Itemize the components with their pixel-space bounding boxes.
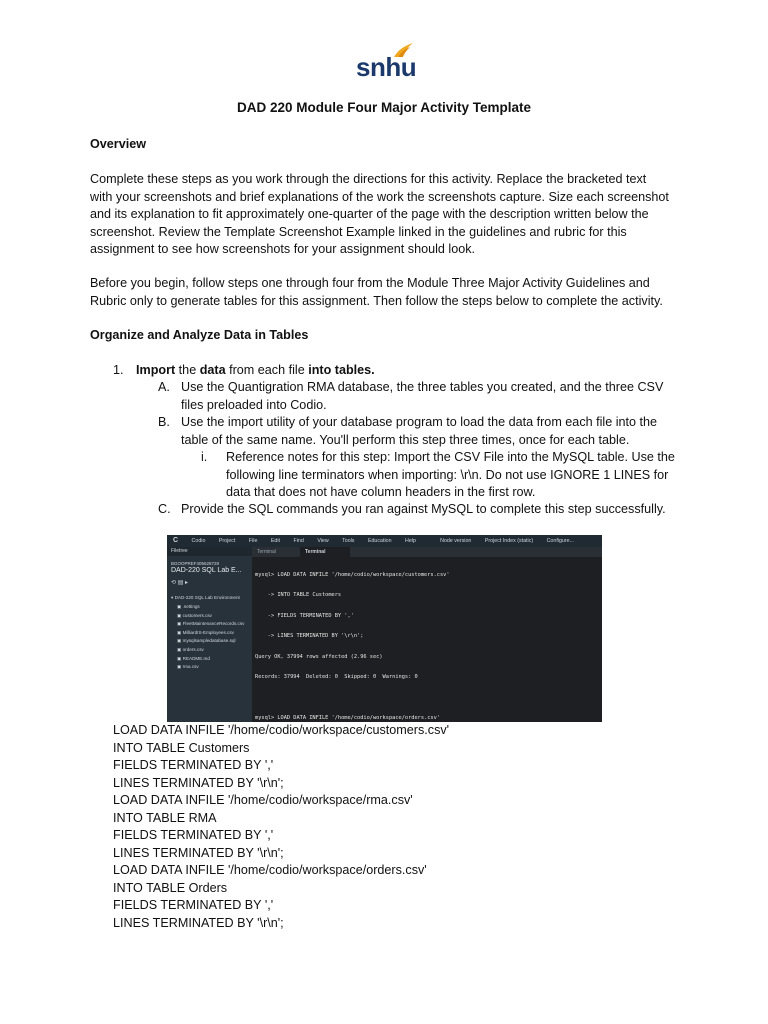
sql-line: LINES TERMINATED BY '\r\n';: [113, 845, 284, 860]
file-item: ▣ customers.csv: [177, 612, 212, 618]
file-item: ▣ .settings: [177, 604, 200, 609]
overview-heading: Overview: [90, 137, 147, 151]
project-name: DAD-220 SQL Lab E...: [171, 567, 242, 574]
menu-right-item: Configure...: [546, 538, 574, 544]
step-a-line: Use the Quantigration RMA database, the three tables you created, and the three CSV: [181, 380, 664, 394]
overview-paragraph: [90, 171, 690, 259]
menu-item: View: [317, 538, 329, 544]
sql-commands: [113, 722, 449, 932]
menu-item: Project: [218, 538, 236, 544]
step-a-text: [181, 379, 701, 414]
sql-line: LOAD DATA INFILE '/home/codio/workspace/customers.csv': [113, 723, 450, 737]
menu-item: File: [248, 538, 258, 544]
sql-line: FIELDS TERMINATED BY ',': [113, 898, 274, 912]
file-name: MilliardIS-Employees.csv: [182, 629, 234, 635]
terminal-tab-active: Terminal: [300, 547, 350, 557]
tree-toolbar: ⟲ ▤ ▸: [171, 580, 189, 586]
tree-root: ▾ DAD-220 SQL Lab Environment: [171, 595, 240, 600]
codio-logo-icon: C: [173, 537, 179, 544]
filetree-tab: Filetree: [167, 547, 252, 556]
menu-right-item: Project Index (static): [484, 538, 534, 544]
file-item: ▣ FleetMaintenanceRecords.csv: [177, 621, 245, 627]
step-b-line: Use the import utility of your database program to load the data from each file into the: [181, 415, 658, 429]
step-b-line: table of the same name. You'll perform this step three times, once for each table.: [181, 432, 630, 447]
file-name: FleetMaintenanceRecords.csv: [182, 621, 245, 627]
overview-line: Complete these steps as you work through the directions for this activity. Replace the bracketed text: [90, 172, 647, 186]
sql-line: LOAD DATA INFILE '/home/codio/workspace/orders.csv': [113, 863, 427, 877]
terminal-tabs: [252, 547, 602, 557]
terminal-screenshot: [167, 535, 602, 722]
file-item: ▣ MilliardIS-Employees.csv: [177, 629, 234, 635]
sql-line: INTO TABLE Customers: [113, 740, 250, 755]
sql-line: LOAD DATA INFILE '/home/codio/workspace/rma.csv': [113, 793, 413, 807]
file-name: .settings: [182, 604, 200, 609]
step-1-number: 1.: [113, 363, 124, 377]
terminal-output: [255, 558, 600, 722]
file-item: ▣ mysqlsampledatabase.sql: [177, 638, 236, 644]
sql-line: INTO TABLE Orders: [113, 880, 228, 895]
step-a-line: files preloaded into Codio.: [181, 397, 327, 412]
step-b-i-line: data that does not have column headers in the first row.: [226, 485, 536, 499]
file-item: ▣ orders.csv: [177, 646, 204, 652]
step-c-letter: C.: [158, 502, 171, 516]
before-line: Before you begin, follow steps one through four from the Module Three Major Activity Guidelines and: [90, 276, 650, 290]
tree-root-label: DAD-220 SQL Lab Environment: [174, 595, 240, 600]
file-list: [167, 603, 252, 672]
terminal-line: mysql> LOAD DATA INFILE '/home/codio/workspace/customers.csv': [255, 571, 450, 578]
sql-line: INTO TABLE RMA: [113, 810, 217, 825]
overview-line: screenshot. Review the Template Screenshot Example linked in the guidelines and rubric for this: [90, 224, 627, 239]
sql-line: LINES TERMINATED BY '\r\n';: [113, 915, 284, 930]
document-title: DAD 220 Module Four Major Activity Template: [236, 100, 532, 115]
step-b-i-line: following line terminators when importing: \r\n. Do not use IGNORE 1 LINES for: [226, 467, 669, 482]
file-item: ▣ rma.csv: [177, 664, 199, 670]
overview-line: with your screenshots and brief explanations of the work the screenshots capture. Size each screenshot: [90, 189, 669, 204]
step-b-letter: B.: [158, 415, 170, 429]
filetree-sidebar: [167, 547, 252, 722]
snhu-logo: [356, 42, 416, 82]
step-b-i-line: Reference notes for this step: Import the CSV File into the MySQL table. Use the: [226, 450, 675, 464]
step-b-i-numeral: i.: [201, 450, 208, 464]
sql-line: LINES TERMINATED BY '\r\n';: [113, 775, 284, 790]
terminal-line: -> FIELDS TERMINATED BY ',': [255, 612, 354, 619]
before-paragraph: [90, 275, 690, 310]
section-heading: Organize and Analyze Data in Tables: [90, 328, 309, 342]
menu-item: Tools: [342, 538, 355, 544]
file-item: ▣ README.md: [177, 655, 210, 661]
overview-line: and its explanation to fit approximately one-quarter of the page with the description written below the: [90, 207, 649, 221]
terminal-line: Records: 37994 Deleted: 0 Skipped: 0 Warnings: 0: [255, 674, 418, 681]
menu-item: Edit: [270, 538, 281, 544]
menu-item: Help: [405, 538, 416, 544]
file-name: customers.csv: [182, 612, 212, 618]
file-name: mysqlsampledatabase.sql: [182, 638, 236, 644]
step-b-i-text: [226, 449, 696, 502]
sql-line: FIELDS TERMINATED BY ',': [113, 758, 274, 772]
step-c-text: Provide the SQL commands you ran against MySQL to complete this step successfully.: [181, 502, 666, 516]
step-1-text: Import the data from each file into tables.: [136, 363, 375, 377]
step-a-letter: A.: [158, 380, 170, 394]
terminal-tab: Terminal: [257, 549, 276, 555]
menu-item: Education: [367, 538, 392, 544]
overview-line: assignment to see how screenshots for your assignment should look.: [90, 242, 476, 256]
terminal-line: mysql> LOAD DATA INFILE '/home/codio/workspace/orders.csv': [255, 715, 440, 722]
step-b-text: [181, 414, 701, 449]
terminal-line: -> INTO TABLE Customers: [255, 592, 342, 599]
terminal-line: -> LINES TERMINATED BY '\r\n';: [255, 633, 364, 640]
file-name: README.md: [182, 655, 210, 661]
file-name: rma.csv: [182, 664, 199, 670]
menu-right-item: Node version: [440, 538, 472, 544]
sql-line: FIELDS TERMINATED BY ',': [113, 828, 274, 842]
menu-item: Codio: [191, 538, 206, 544]
codio-menubar: [167, 535, 602, 547]
terminal-line: [255, 695, 600, 702]
terminal-line: Query OK, 37994 rows affected (2.96 sec): [255, 653, 383, 660]
before-line: Rubric only to generate tables for this assignment. Then follow the steps below to complete the activity.: [90, 293, 663, 308]
menu-item: Find: [293, 538, 304, 544]
file-name: orders.csv: [182, 646, 204, 652]
logo-text: snhu: [356, 52, 417, 82]
menu-right: [440, 535, 586, 547]
project-id: BGOOPREF405628728: [171, 561, 220, 566]
